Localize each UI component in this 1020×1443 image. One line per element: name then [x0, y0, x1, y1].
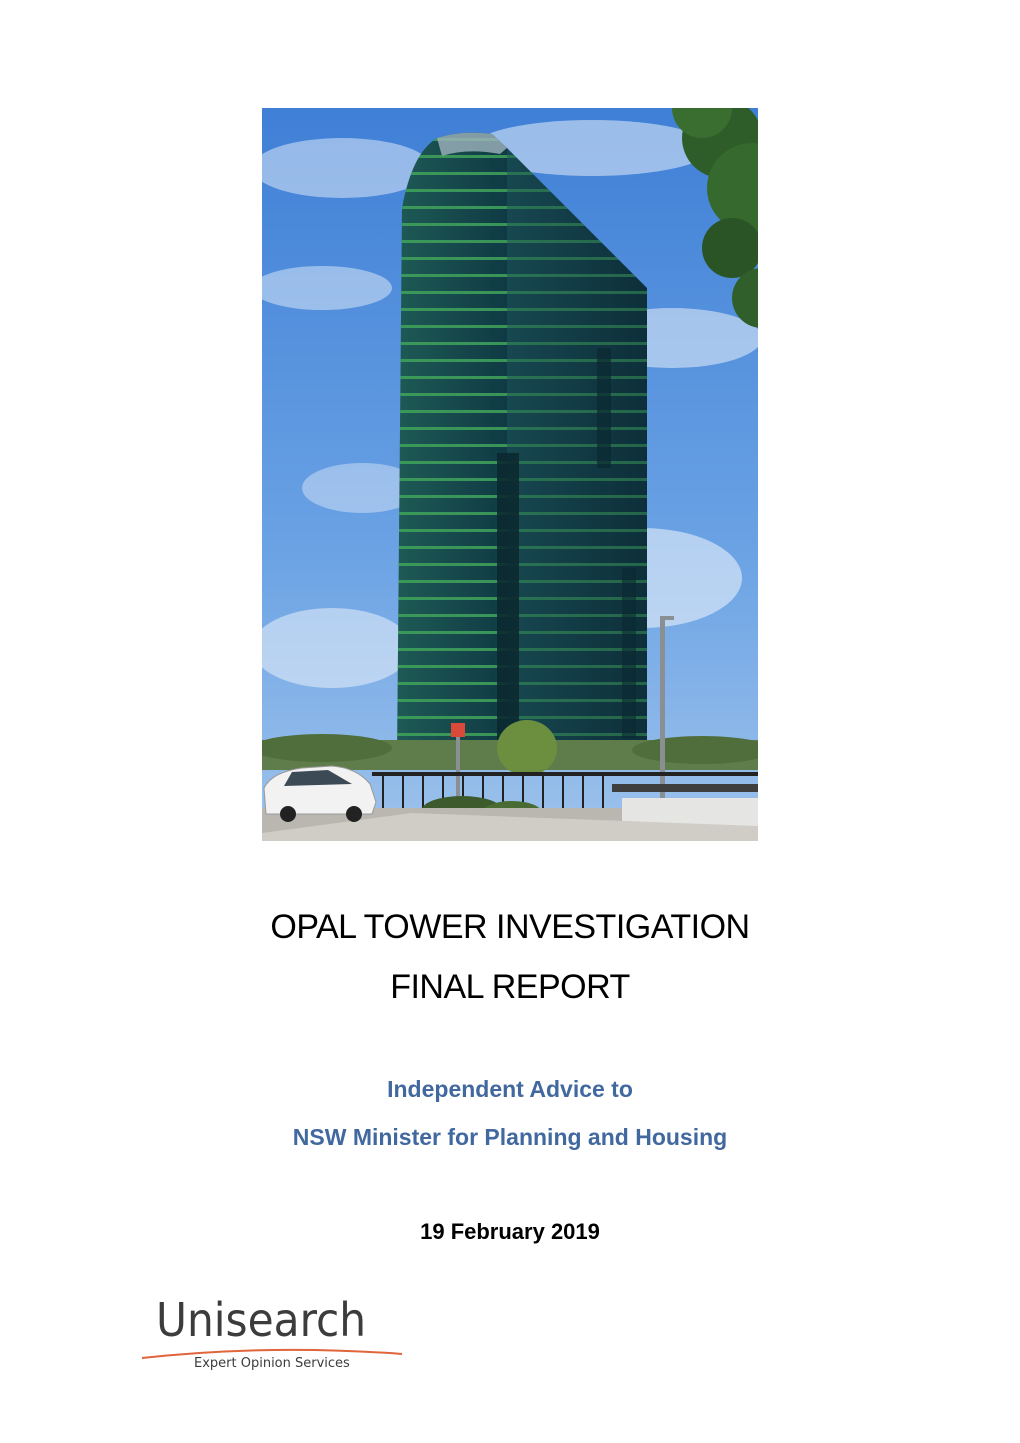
logo-wordmark: Unisearch: [156, 1293, 367, 1347]
report-date: 19 February 2019: [420, 1219, 600, 1244]
report-subtitle-line-1: Independent Advice to: [387, 1076, 633, 1102]
tower-photo-illustration: [262, 108, 758, 841]
cover-photo-opal-tower: [262, 108, 758, 841]
report-title-line-2: FINAL REPORT: [390, 968, 630, 1006]
report-title-line-1: OPAL TOWER INVESTIGATION: [270, 908, 750, 946]
car: [264, 766, 376, 822]
logo-tagline: Expert Opinion Services: [194, 1356, 350, 1371]
report-subtitle-line-2: NSW Minister for Planning and Housing: [292, 1124, 728, 1150]
unisearch-logo: [140, 1292, 405, 1382]
